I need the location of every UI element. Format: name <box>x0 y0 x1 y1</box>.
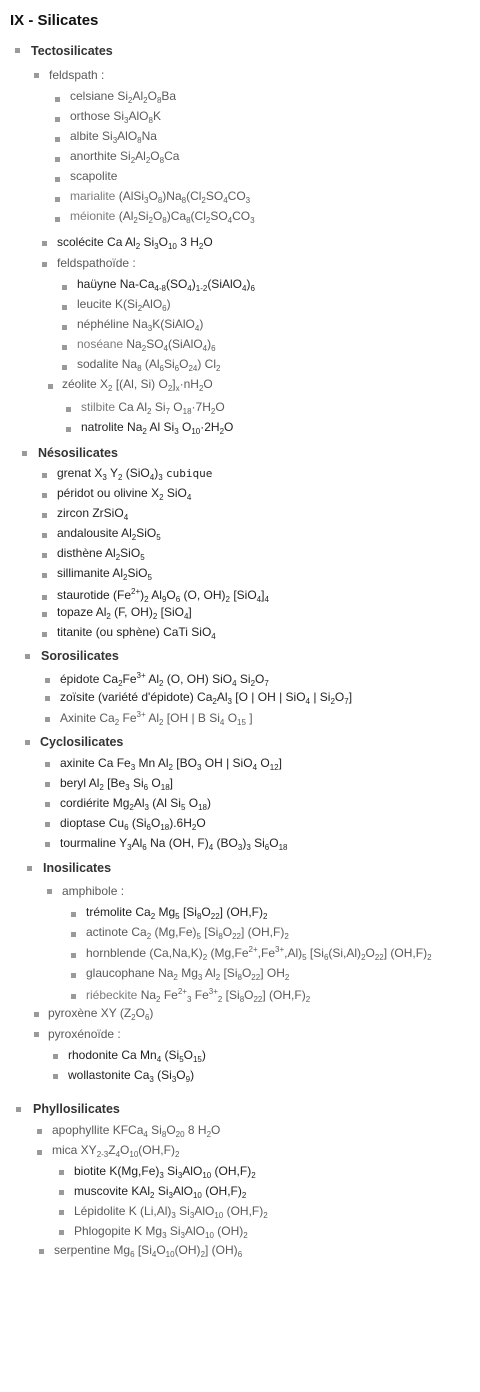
list-item: pyroxène XY $(Z_2O_6)$ <box>48 1006 154 1022</box>
list-item: néphéline $Na_3K(SiAlO_4)$ <box>77 317 204 333</box>
bullet <box>42 493 47 498</box>
group-feldspathoide: feldspathoïde : <box>57 256 136 270</box>
list-item: actinote $Ca_2$ $(Mg,Fe)_5$ $[Si_8O_{22}]$ $(OH,F)_2$ <box>86 925 289 941</box>
section-cyclosilicates: Cyclosilicates <box>40 735 124 749</box>
bullet <box>42 262 47 267</box>
list-item: grenat $X_3$ $Y_2$ $(SiO_4)_3$ cubique <box>57 466 213 482</box>
list-item: leucite $K(Si_2AlO_6)$ <box>77 297 171 313</box>
bullet <box>62 305 67 310</box>
bullet <box>53 1074 58 1079</box>
bullet <box>42 632 47 637</box>
bullet <box>25 740 30 745</box>
bullet <box>34 1012 39 1017</box>
bullet <box>22 451 27 456</box>
section-phyllosilicates: Phyllosilicates <box>33 1102 120 1116</box>
list-item: orthose $Si_3AlO_8K$ <box>70 109 161 125</box>
group-feldspath: feldspath : <box>49 68 105 82</box>
list-item: apophyllite KFCa$_4$ $Si_8O_{20}$ 8 $H_2O$ <box>52 1123 221 1139</box>
bullet <box>55 197 60 202</box>
list-item: épidote $Ca_2Fe^{3+}$ $Al_2$ (O, OH) SiO$_4$ $Si_2O_7$ <box>60 671 269 688</box>
list-item: wollastonite $Ca_3$ $(Si_3O_9)$ <box>68 1068 195 1084</box>
bullet <box>45 762 50 767</box>
list-item: sillimanite $Al_2SiO_5$ <box>57 566 152 582</box>
bullet <box>42 553 47 558</box>
bullet <box>45 678 50 683</box>
bullet <box>47 889 52 894</box>
bullet <box>59 1170 64 1175</box>
bullet <box>45 822 50 827</box>
bullet <box>62 285 67 290</box>
bullet <box>27 866 32 871</box>
list-item: trémolite $Ca_2$ $Mg_5$ $[Si_8O_{22}]$ $(OH,F)_2$ <box>86 905 268 921</box>
list-item: tourmaline $Y_3Al_6$ Na (OH, $F)_4$ $(BO_3)_3$ $Si_6O_{18}$ <box>60 836 288 852</box>
list-item: albite $Si_3AlO_8Na$ <box>70 129 157 145</box>
list-item: cordiérite $Mg_2Al_3$ (Al $Si_5$ $O_{18}$) <box>60 796 211 812</box>
bullet <box>42 241 47 246</box>
list-item: hornblende $(Ca,Na,K)_2$ $(Mg,Fe^{2+},Fe^{3+},Al)_5$ $[Si_6(Si,Al)_2O_{22}]$ $(OH,F)_2$ <box>86 945 432 962</box>
list-item: zoïsite (variété d'épidote) $Ca_2Al_3$ [O | OH | SiO$_4$ | $Si_2O_7$] <box>60 690 353 706</box>
bullet <box>71 994 76 999</box>
bullet <box>42 595 47 600</box>
group-pyroxenoide: pyroxénoïde : <box>48 1027 121 1041</box>
list-item: Phlogopite K $Mg_3$ $Si_3AlO_{10}$ $(OH)_2$ <box>74 1224 248 1240</box>
list-item: rhodonite Ca $Mn_4$ $(Si_5O_{15})$ <box>68 1048 206 1064</box>
list-item: Lépidolite K $(Li,Al)_3$ $Si_3AlO_{10}$ $(OH,F)_2$ <box>74 1204 268 1220</box>
bullet <box>62 325 67 330</box>
list-item: anorthite $Si_2Al_2O_8Ca$ <box>70 149 180 165</box>
bullet <box>34 73 39 78</box>
bullet <box>71 973 76 978</box>
bullet <box>42 573 47 578</box>
bullet <box>45 782 50 787</box>
list-item: péridot ou olivine $X_2$ SiO$_4$ <box>57 486 192 502</box>
bullet <box>62 345 67 350</box>
section-sorosilicates: Sorosilicates <box>41 649 119 663</box>
list-item: glaucophane $Na_2$ $Mg_3$ $Al_2$ $[Si_8O_{22}]$ $OH_2$ <box>86 966 290 982</box>
list-item: scolécite Ca $Al_2$ $Si_3O_{10}$ 3 $H_2O$ <box>57 235 213 251</box>
bullet <box>66 427 71 432</box>
bullet <box>55 117 60 122</box>
list-item: serpentine $Mg_6$ $[Si_4O_{10}(OH)_2]$ $(OH)_6$ <box>54 1243 243 1259</box>
bullet <box>55 137 60 142</box>
section-tectosilicates: Tectosilicates <box>31 44 113 58</box>
bullet <box>71 932 76 937</box>
bullet <box>42 513 47 518</box>
list-item: disthène $Al_2SiO_5$ <box>57 546 145 562</box>
list-item: scapolite <box>70 169 118 183</box>
list-item: méionite $(Al_2Si_2O_8)Ca_8(Cl_2SO_4CO_3$ <box>70 209 255 225</box>
list-item: zéolite $X_2$ [(Al, Si) $O_2]_x\cdot nH_2O$ <box>62 377 213 393</box>
list-item: muscovite KAl$_2$ $Si_3AlO_{10}$ $(OH,F)_2$ <box>74 1184 247 1200</box>
bullet <box>34 1032 39 1037</box>
list-item: zircon ZrSiO$_4$ <box>57 506 129 522</box>
list-item: stilbite Ca $Al_2$ $Si_7$ $O_{18}\cdot 7H_2O$ <box>81 400 225 416</box>
list-item: noséane $Na_2SO_4(SiAlO_4)_6$ <box>77 337 216 353</box>
bullet <box>55 177 60 182</box>
bullet <box>66 407 71 412</box>
list-item: topaze $Al_2$ (F, $OH)_2$ [SiO$_4$] <box>57 605 192 621</box>
bullet <box>48 384 53 389</box>
list-item: titanite (ou sphène) CaTi SiO$_4$ <box>57 625 216 641</box>
list-item: mica $XY_{2-3}Z_4O_{10}(OH,F)_2$ <box>52 1143 180 1159</box>
bullet <box>25 654 30 659</box>
bullet <box>15 48 20 53</box>
bullet <box>42 473 47 478</box>
bullet <box>55 217 60 222</box>
list-item: haüyne $Na-Ca_{4-8}(SO_4)_{1-2}(SiAlO_4)_6$ <box>77 277 255 293</box>
bullet <box>62 365 67 370</box>
bullet <box>45 717 50 722</box>
section-nesosilicates: Nésosilicates <box>38 446 118 460</box>
bullet <box>55 97 60 102</box>
page-title: IX - Silicates <box>10 12 99 29</box>
list-item: sodalite $Na_8$ $(Al_6Si_6O_{24})$ $Cl_2$ <box>77 357 221 373</box>
list-item: Axinite $Ca_2$ $Fe^{3+}$ $Al_2$ [OH | B $Si_4$ $O_{15}$ ] <box>60 710 253 727</box>
bullet <box>59 1210 64 1215</box>
bullet <box>42 612 47 617</box>
bullet <box>71 953 76 958</box>
bullet <box>45 802 50 807</box>
bullet <box>53 1054 58 1059</box>
bullet <box>37 1150 42 1155</box>
bullet <box>55 157 60 162</box>
bullet <box>59 1230 64 1235</box>
bullet <box>16 1107 21 1112</box>
bullet <box>71 912 76 917</box>
section-inosilicates: Inosilicates <box>43 861 112 875</box>
bullet <box>59 1190 64 1195</box>
group-amphibole: amphibole : <box>62 884 125 898</box>
list-item: beryl $Al_2$ [$Be_3$ $Si_6$ $O_{18}$] <box>60 776 174 792</box>
list-item: celsiane $Si_2Al_2O_8Ba$ <box>70 89 177 105</box>
list-item: staurotide $(Fe^{2+})_2$ $Al_9O_6$ (O, $OH)_2$ $[SiO_4]_4$ <box>57 587 269 604</box>
bullet <box>45 842 50 847</box>
list-item: dioptase $Cu_6$ $(Si_6O_{18}).6H_2O$ <box>60 816 206 832</box>
list-item: axinite Ca $Fe_3$ Mn $Al_2$ [$BO_3$ OH | SiO$_4$ $O_{12}$] <box>60 756 282 772</box>
bullet <box>45 696 50 701</box>
list-item: andalousite $Al_2SiO_5$ <box>57 526 161 542</box>
list-item: natrolite $Na_2$ Al $Si_3$ $O_{10}\cdot 2H_2O$ <box>81 420 234 436</box>
bullet <box>37 1129 42 1134</box>
list-item: biotite $K(Mg,Fe)_3$ $Si_3AlO_{10}$ $(OH,F)_2$ <box>74 1164 256 1180</box>
list-item: riébeckite $Na_2$ $Fe^{2+}_3$ $Fe^{3+}_2$ $[Si_8O_{22}]$ $(OH,F)_2$ <box>86 987 311 1004</box>
list-item: marialite $(AlSi_3O_8)Na_8(Cl_2SO_4CO_3$ <box>70 189 251 205</box>
bullet <box>42 533 47 538</box>
bullet <box>39 1249 44 1254</box>
